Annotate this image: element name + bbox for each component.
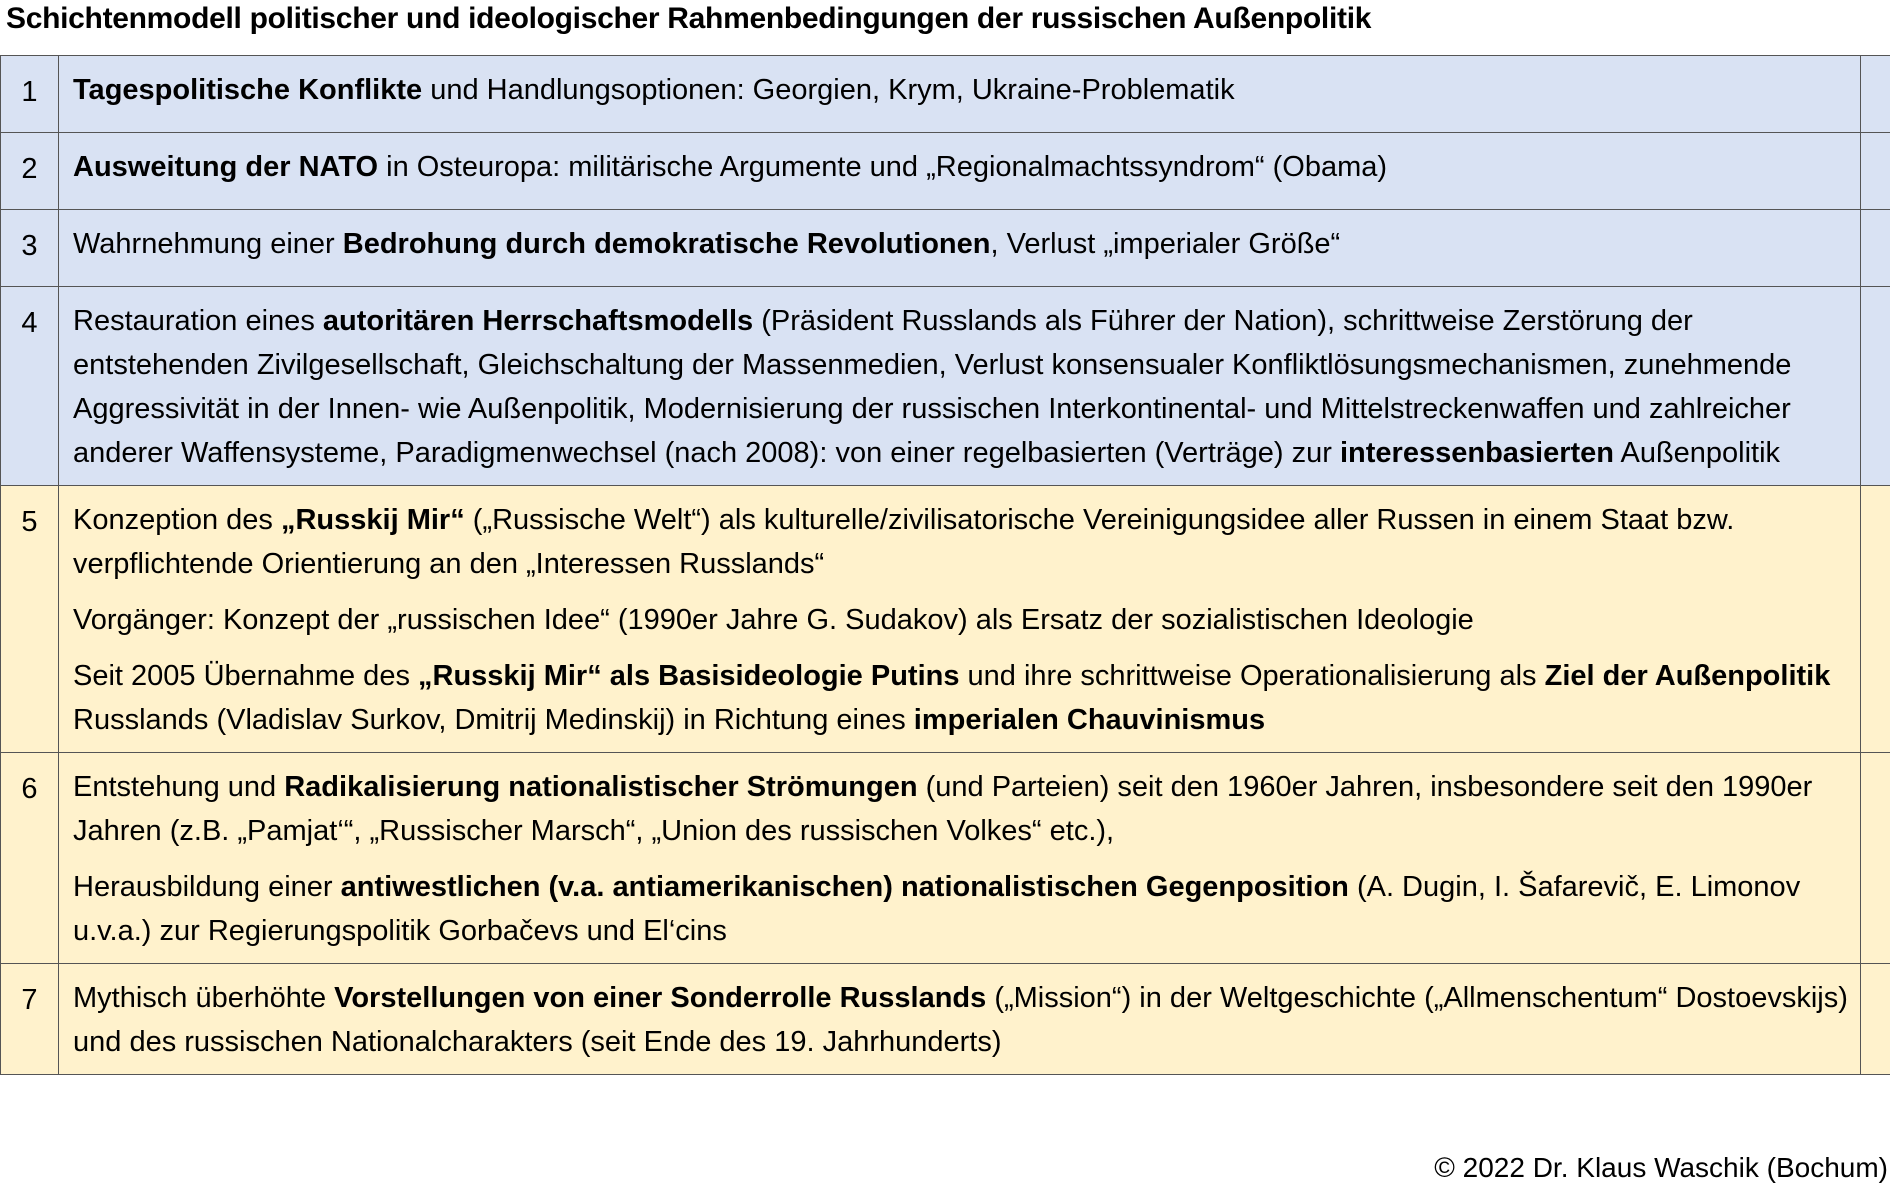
layer-edge-cell	[1861, 964, 1890, 1075]
layer-description	[59, 210, 1861, 287]
body-text: Wahrnehmung einer	[73, 228, 343, 260]
layer-paragraph	[73, 654, 1848, 742]
copyright-notice: © 2022 Dr. Klaus Waschik (Bochum)	[1434, 1152, 1888, 1183]
layer-row-6	[1, 753, 1890, 964]
layer-edge-cell	[1861, 287, 1890, 486]
body-text: („Russische Welt“) als kulturelle/zivilisatorische Vereinigungsidee aller Russen in einem Staat bzw. verpflichtende Orientierung an den „Interessen Russlands“	[73, 504, 1735, 580]
layer-paragraph	[73, 598, 1848, 642]
emphasis-text: Radikalisierung nationalistischer Strömungen	[284, 771, 918, 803]
emphasis-text: Bedrohung durch demokratische Revolutionen	[342, 228, 991, 260]
emphasis-text: autoritären Herrschaftsmodells	[322, 305, 754, 337]
layer-description	[59, 486, 1861, 753]
body-text: Restauration eines	[73, 305, 323, 337]
emphasis-text: imperialen Chauvinismus	[913, 704, 1266, 736]
layer-row-5	[1, 486, 1890, 753]
layer-number: 1	[1, 56, 59, 133]
layer-number: 4	[1, 287, 59, 486]
emphasis-text: Tagespolitische Konflikte	[73, 74, 423, 106]
layer-description	[59, 753, 1861, 964]
body-text: Vorgänger: Konzept der „russischen Idee“ (1990er Jahre G. Sudakov) als Ersatz der sozialistischen Ideologie	[73, 604, 1474, 636]
layer-row-1	[1, 56, 1890, 133]
emphasis-text: „Russkij Mir“	[280, 504, 465, 536]
body-text: Herausbildung einer	[73, 871, 341, 903]
body-text: Mythisch überhöhte	[73, 982, 335, 1014]
layer-paragraph	[73, 865, 1848, 953]
layer-paragraph	[73, 222, 1848, 266]
layer-number: 7	[1, 964, 59, 1075]
layer-edge-cell	[1861, 486, 1890, 753]
body-text: (Präsident Russlands als Führer der Nation), schrittweise Zerstörung der entstehenden Zivilgesellschaft, Gleichschaltung der Massenmedien, Verlust konsensualer Konfliktlösungsmechanismen, zunehmende Aggressivität in der Innen- wie Außenpolitik, Modernisierung der russischen Interkontinental- und Mittelstreckenwaffen und zahlreicher anderer Waffensysteme, Paradigmenwechsel (nach 2008): von einer regelbasierten (Verträge) zur	[73, 305, 1792, 469]
layer-paragraph	[73, 976, 1848, 1064]
layer-paragraph	[73, 68, 1848, 112]
body-text: Außenpolitik	[1614, 437, 1781, 469]
layer-row-3	[1, 210, 1890, 287]
body-text: und ihre schrittweise Operationalisierung als	[959, 660, 1545, 692]
layer-edge-cell	[1861, 210, 1890, 287]
layer-edge-cell	[1861, 753, 1890, 964]
body-text: Konzeption des	[73, 504, 281, 536]
layer-paragraph	[73, 765, 1848, 853]
layer-row-2	[1, 133, 1890, 210]
body-text: in Osteuropa: militärische Argumente und „Regionalmachtssyndrom“ (Obama)	[378, 151, 1388, 183]
body-text: (und Parteien) seit den 1960er Jahren, insbesondere seit den 1990er Jahren (z.B. „Pamjat‘“, „Russischer Marsch“, „Union des russischen Volkes“ etc.),	[73, 771, 1813, 847]
body-text: und Handlungsoptionen: Georgien, Krym, Ukraine-Problematik	[422, 74, 1235, 106]
layer-paragraph	[73, 299, 1848, 475]
layer-number: 6	[1, 753, 59, 964]
emphasis-text: Vorstellungen von einer Sonderrolle Russlands	[334, 982, 987, 1014]
layer-number: 5	[1, 486, 59, 753]
emphasis-text: interessenbasierten	[1340, 437, 1615, 469]
layer-row-4	[1, 287, 1890, 486]
body-text: Entstehung und	[73, 771, 285, 803]
emphasis-text: antiwestlichen (v.a. antiamerikanischen) nationalistischen Gegenposition	[340, 871, 1349, 903]
body-text: Russlands (Vladislav Surkov, Dmitrij Medinskij) in Richtung eines	[73, 704, 914, 736]
layer-number: 2	[1, 133, 59, 210]
emphasis-text: Ziel der Außenpolitik	[1544, 660, 1831, 692]
layer-paragraph	[73, 145, 1848, 189]
layer-table	[0, 55, 1890, 1075]
layer-description	[59, 964, 1861, 1075]
layer-description	[59, 287, 1861, 486]
body-text: Seit 2005 Übernahme des	[73, 660, 418, 692]
layer-edge-cell	[1861, 56, 1890, 133]
emphasis-text: Ausweitung der NATO	[73, 151, 379, 183]
body-text: , Verlust „imperialer Größe“	[990, 228, 1341, 260]
layer-description	[59, 56, 1861, 133]
layer-paragraph	[73, 498, 1848, 586]
layer-edge-cell	[1861, 133, 1890, 210]
body-text: (A. Dugin, I. Šafarevič, E. Limonov u.v.a.) zur Regierungspolitik Gorbačevs und El‘cins	[73, 871, 1801, 947]
layer-description	[59, 133, 1861, 210]
body-text: („Mission“) in der Weltgeschichte („Allmenschentum“ Dostoevskijs) und des russischen Nationalcharakters (seit Ende des 19. Jahrhunderts)	[73, 982, 1848, 1058]
layer-number: 3	[1, 210, 59, 287]
page-title: Schichtenmodell politischer und ideologischer Rahmenbedingungen der russischen Außenpolitik	[6, 2, 1372, 35]
emphasis-text: „Russkij Mir“ als Basisideologie Putins	[418, 660, 960, 692]
layer-row-7	[1, 964, 1890, 1075]
